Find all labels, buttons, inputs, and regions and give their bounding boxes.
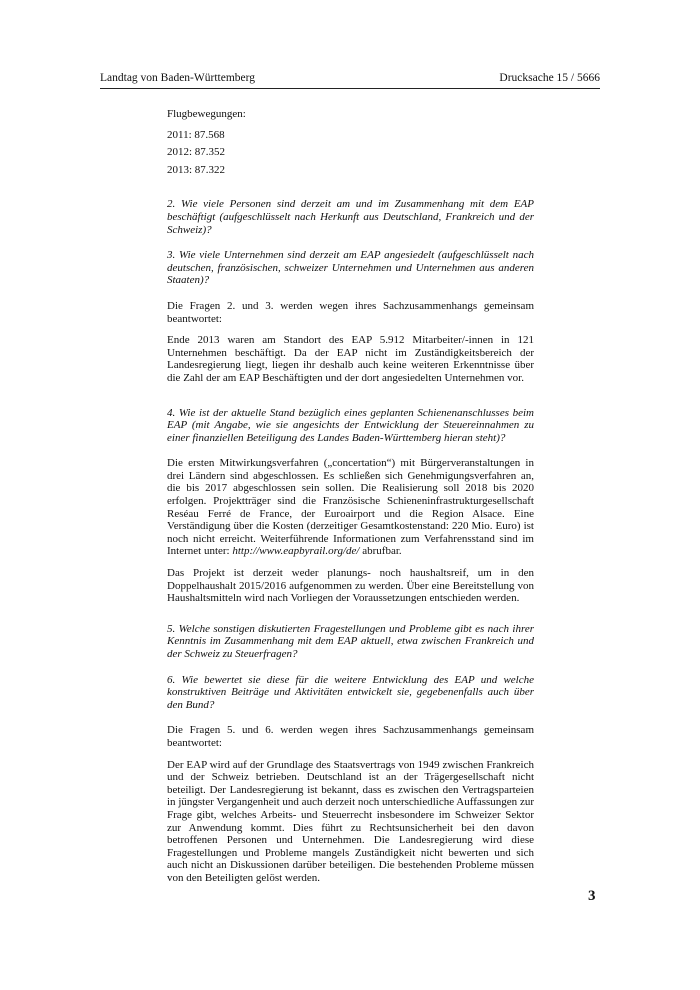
answer-4-body-2: Das Projekt ist derzeit weder planungs- noch haushaltsreif, um in den Doppelhaushalt 2015/2016 aufgenommen zu werden. Über eine Bereitstellung von Haushaltsmitteln wird nach Vorliegen der Voraussetzungen entschieden werden. [167, 567, 534, 605]
document-number: Drucksache 15 / 5666 [499, 72, 600, 84]
header-title: Landtag von Baden-Württemberg [100, 72, 255, 84]
answer-5-6-body: Der EAP wird auf der Grundlage des Staatsvertrags von 1949 zwischen Frankreich und der Schweiz betrieben. Deutschland ist an der Trägergesellschaft nicht beteiligt. Der Landesregierung ist bekannt, dass es zwischen den Vertragsparteien in jüngster Vergangenheit und auch derzeit noch unterschiedliche Auffassungen zur Frage gibt, welches Arbeits- und Steuerrecht insbesondere im Schweizer Sektor zur Anwendung kommt. Dies führt zu Rechtsunsicherheit bei den davon betroffenen Personen und Unternehmen. Die Landesregierung wird diese Fragestellungen und Probleme mangels Zuständigkeit nicht bewerten und sich auch nicht an Diskussionen darüber beteiligen. Die bestehenden Probleme müssen von den Beteiligten gelöst werden. [167, 758, 534, 884]
question-6: 6. Wie bewertet sie diese für die weitere Entwicklung des EAP und welche konstruktiven Beiträge und Aktivitäten entwickelt sie, gegebenenfalls auch über den Bund? [167, 673, 534, 711]
page-number: 3 [588, 888, 596, 904]
flugbewegungen-2011: 2011: 87.568 [167, 128, 225, 141]
answer-4-link-suffix: abrufbar. [359, 545, 402, 558]
answer-5-6-intro: Die Fragen 5. und 6. werden wegen ihres Sachzusammenhangs gemeinsam beantwortet: [167, 724, 534, 749]
flugbewegungen-2013: 2013: 87.322 [167, 163, 226, 176]
question-5: 5. Welche sonstigen diskutierten Fragestellungen und Probleme gibt es nach ihrer Kenntnis im Zusammenhang mit dem EAP aktuell, etwa zwischen Frankreich und der Schweiz zu Steuerfragen? [167, 622, 534, 660]
answer-2-3-intro: Die Fragen 2. und 3. werden wegen ihres Sachzusammenhangs gemeinsam beantwortet: [167, 299, 534, 325]
question-3: 3. Wie viele Unternehmen sind derzeit am EAP angesiedelt (aufgeschlüsselt nach deutschen, französischen, schweizer Unternehmen und Unternehmen aus anderen Staaten)? [167, 249, 534, 287]
header-divider [100, 88, 600, 89]
answer-4-text: Die ersten Mitwirkungsverfahren („concertation“) mit Bürgerveranstaltungen in drei Ländern sind abgeschlossen. Es schließen sich Genehmigungsverfahren an, die bis 2017 abgeschlossen sein sollen. Die Realisierung soll 2018 bis 2020 erfolgen. Projektträger sind die Französische Schieneninfrastrukturgesellschaft Reséau Ferré de France, der Euroairport und die Region Alsace. Eine Verständigung über die Kosten (derzeitiger Gesamtkostenstand: 220 Mio. Euro) ist noch nicht erreicht. Weiterführende Informationen zum Verfahrensstand sind im Internet unter: [167, 457, 534, 558]
answer-2-3-body: Ende 2013 waren am Standort des EAP 5.912 Mitarbeiter/-innen in 121 Unternehmen beschäftigt. Da der EAP nicht im Zuständigkeitsbereich der Landesregierung liegt, liegen ihr deshalb auch keine weiteren Erkenntnisse über die Zahl der am EAP Beschäftigten und der dort angesiedelten Unternehmen vor. [167, 334, 534, 384]
document-body [167, 108, 534, 885]
answer-4-body [167, 457, 534, 558]
question-2: 2. Wie viele Personen sind derzeit am und im Zusammenhang mit dem EAP beschäftigt (aufgeschlüsselt nach Herkunft aus Deutschland, Frankreich und der Schweiz)? [167, 198, 534, 236]
flugbewegungen-2012: 2012: 87.352 [167, 146, 226, 159]
page-header [100, 72, 600, 84]
eap-rail-link[interactable]: http://www.eapbyrail.org/de/ [232, 545, 360, 558]
flugbewegungen-label: Flugbewegungen: [167, 108, 246, 120]
question-4: 4. Wie ist der aktuelle Stand bezüglich eines geplanten Schienenanschlusses beim EAP (mit Angabe, wie sie angesichts der Entwicklung der Steuereinnahmen zu einer finanziellen Beteiligung des Landes Baden-Württemberg hieran steht)? [167, 406, 534, 444]
